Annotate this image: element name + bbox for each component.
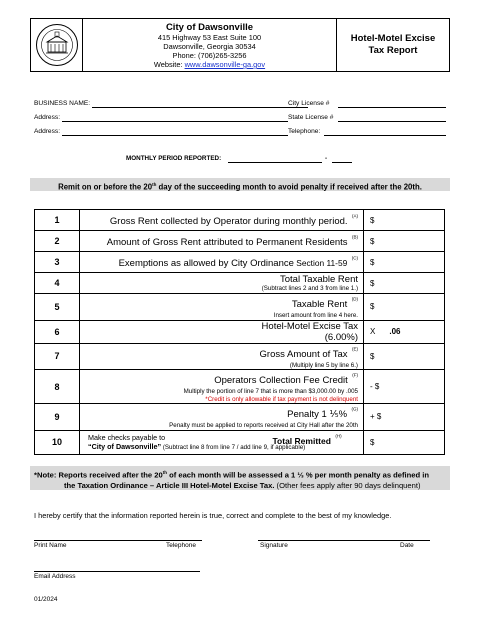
table-row bbox=[35, 343, 445, 370]
row-description: Make checks payable to “City of Dawsonville” (Subtract line 8 from line 7 / add line 9, if applicable) Total Remitted $^{(H)}$ bbox=[80, 430, 364, 454]
signature-line[interactable] bbox=[258, 540, 430, 541]
telephone-label: Telephone: bbox=[288, 128, 321, 135]
row-number: 9 bbox=[35, 404, 80, 431]
row-amount[interactable]: $ bbox=[364, 430, 445, 454]
telephone-line[interactable] bbox=[324, 135, 446, 136]
row-description: Operators Collection Fee Credit $^{(F)}$ Multiply the portion of line 7 that is more than $3,000.00 by .005 *Credit is only allowable if tax payment is not delinquent bbox=[80, 370, 364, 404]
telephone-sig-label: Telephone bbox=[166, 542, 196, 549]
row-number: 8 bbox=[35, 370, 80, 404]
banner-suffix: day of the succeeding month to avoid penalty if received after the 20th. bbox=[156, 182, 422, 192]
row-number: 7 bbox=[35, 343, 80, 370]
city-address-2: Dawsonville, Georgia 30534 bbox=[163, 42, 256, 51]
monthly-period-label: MONTHLY PERIOD REPORTED: bbox=[126, 155, 222, 162]
row-description: Gross Rent collected by Operator during monthly period. $^{(A)}$ bbox=[80, 210, 364, 231]
table-row bbox=[35, 294, 445, 321]
banner-sup: th bbox=[152, 182, 157, 187]
city-phone: Phone: (706)265-3256 bbox=[172, 51, 247, 60]
banner-prefix: Remit on or before the 20 bbox=[58, 182, 153, 192]
address-label-2: Address: bbox=[34, 128, 61, 135]
address-line-1[interactable] bbox=[62, 121, 288, 122]
print-name-label: Print Name bbox=[34, 542, 67, 549]
row-description: Amount of Gross Rent attributed to Permanent Residents $^{(B)}$ bbox=[80, 231, 364, 252]
row-number: 5 bbox=[35, 294, 80, 321]
address-label-1: Address: bbox=[34, 114, 61, 121]
report-title-line1: Hotel-Motel Excise bbox=[350, 33, 436, 44]
total-remitted-label: Total Remitted bbox=[272, 435, 331, 446]
row-amount[interactable]: $ bbox=[364, 294, 445, 321]
period-separator: - bbox=[325, 155, 328, 162]
address-line-2[interactable] bbox=[62, 135, 288, 136]
website-link[interactable]: www.dawsonville-ga.gov bbox=[184, 60, 266, 69]
business-name-label: BUSINESS NAME: bbox=[34, 100, 91, 107]
certification-text: I hereby certify that the information reported herein is true, correct and complete to the best of my knowledge. bbox=[34, 511, 392, 520]
city-license-label: City License # bbox=[288, 100, 330, 107]
table-row bbox=[35, 273, 445, 294]
tax-table bbox=[34, 209, 445, 455]
row-number: 4 bbox=[35, 273, 80, 294]
row-number: 2 bbox=[35, 231, 80, 252]
report-header bbox=[30, 18, 450, 72]
email-label: Email Address bbox=[34, 573, 76, 580]
table-row bbox=[35, 430, 445, 454]
table-row bbox=[35, 404, 445, 431]
report-title-line2: Tax Report bbox=[368, 45, 418, 56]
form-revision-code: 01/2024 bbox=[34, 596, 58, 603]
period-month-line[interactable] bbox=[228, 162, 322, 163]
row-description: Hotel-Motel Excise Tax (6.00%) bbox=[80, 320, 364, 343]
city-contact-cell bbox=[83, 19, 337, 71]
period-year-line[interactable] bbox=[332, 162, 352, 163]
row-amount[interactable]: - $ bbox=[364, 370, 445, 404]
print-name-line[interactable] bbox=[34, 540, 202, 541]
city-seal-icon bbox=[35, 23, 79, 67]
city-license-line[interactable] bbox=[338, 107, 446, 108]
table-row bbox=[35, 231, 445, 252]
row-amount[interactable]: X .06 bbox=[364, 320, 445, 343]
row-amount[interactable]: $ bbox=[364, 231, 445, 252]
row-amount[interactable]: $ bbox=[364, 343, 445, 370]
row-description: Gross Amount of Tax $^{(E)}$ (Multiply line 5 by line 6.) bbox=[80, 343, 364, 370]
monthly-period bbox=[126, 155, 221, 162]
city-website-line bbox=[83, 60, 336, 69]
date-label: Date bbox=[400, 542, 414, 549]
row-amount[interactable]: $ bbox=[364, 210, 445, 231]
penalty-note: *Note: Reports received after the 20th of each month will be assessed a 1 ⅓ % per month penalty as defined in the Taxation Ordinance – Article III Hotel-Motel Excise Tax. (Other fees apply after 90 days delinquent) bbox=[30, 466, 450, 490]
state-license-label: State License # bbox=[288, 114, 334, 121]
row-amount[interactable]: $ bbox=[364, 273, 445, 294]
row-number: 10 bbox=[35, 430, 80, 454]
table-row bbox=[35, 252, 445, 273]
table-row bbox=[35, 210, 445, 231]
row-description: Exemptions as allowed by City Ordinance Section 11-59 $^{(C)}$ bbox=[80, 252, 364, 273]
remit-banner bbox=[30, 178, 450, 191]
row-amount[interactable]: $ bbox=[364, 252, 445, 273]
row-number: 6 bbox=[35, 320, 80, 343]
row-description: Penalty 1 ⅕% $^{(G)}$ Penalty must be applied to reports received at City Hall after the 20th bbox=[80, 404, 364, 431]
business-name-line[interactable] bbox=[92, 107, 308, 108]
website-label: Website: bbox=[153, 60, 185, 69]
row-description: Total Taxable Rent (Subtract lines 2 and 3 from line 1.) bbox=[80, 273, 364, 294]
city-name: City of Dawsonville bbox=[165, 22, 254, 33]
report-title-cell bbox=[337, 19, 449, 71]
table-row bbox=[35, 370, 445, 404]
seal-cell bbox=[31, 19, 83, 71]
city-address-1: 415 Highway 53 East Suite 100 bbox=[157, 33, 262, 42]
signature-label: Signature bbox=[260, 542, 288, 549]
row-amount[interactable]: + $ bbox=[364, 404, 445, 431]
row-number: 3 bbox=[35, 252, 80, 273]
row-description: Taxable Rent $^{(D)}$ Insert amount from line 4 here. bbox=[80, 294, 364, 321]
row-number: 1 bbox=[35, 210, 80, 231]
table-row bbox=[35, 320, 445, 343]
email-line[interactable] bbox=[34, 571, 200, 572]
state-license-line[interactable] bbox=[338, 121, 446, 122]
